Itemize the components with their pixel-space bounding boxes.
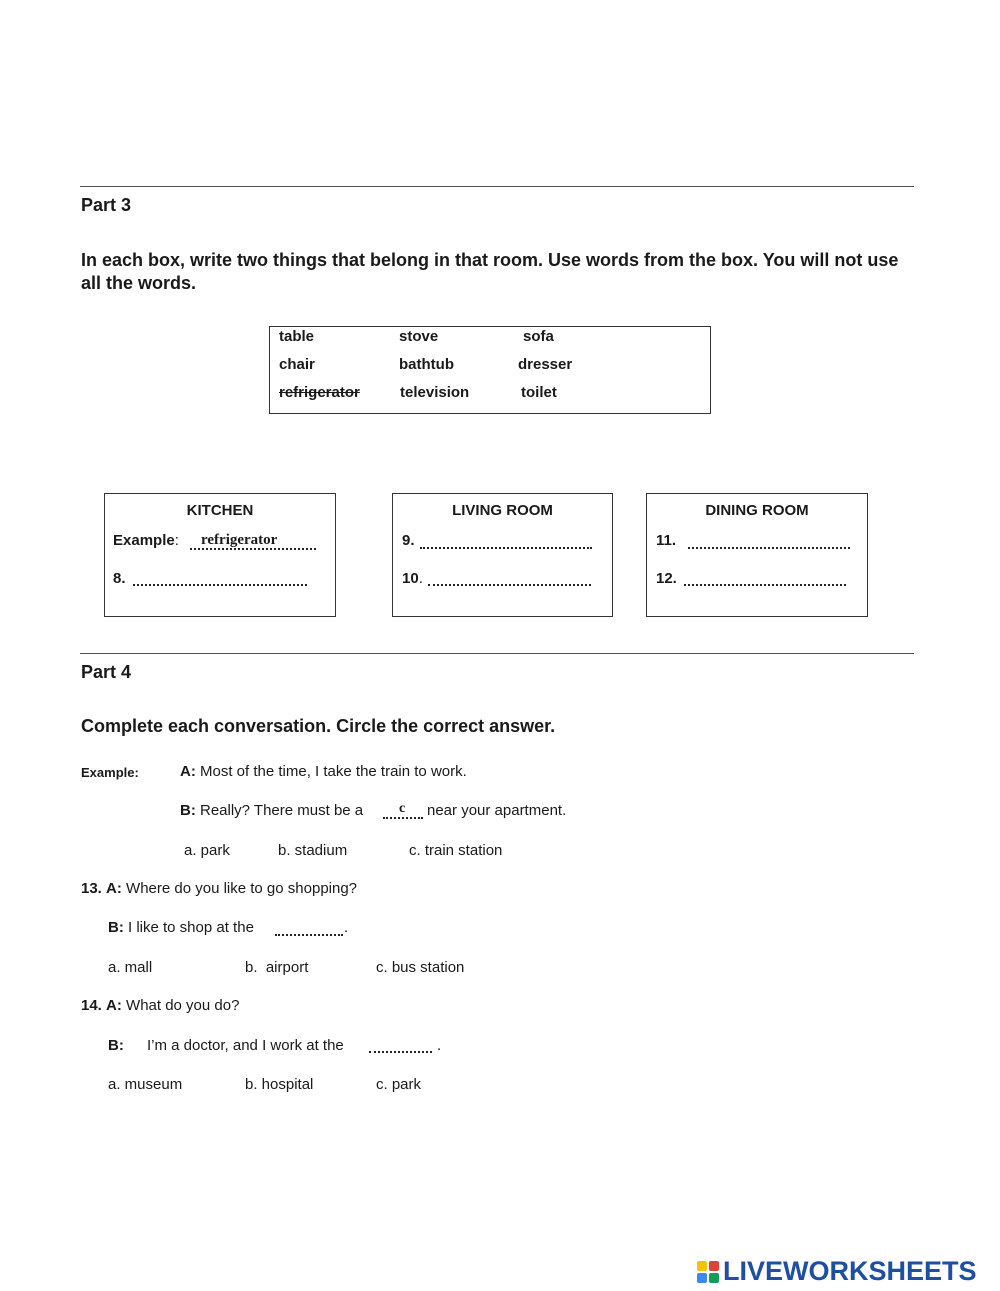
question-14-option-b[interactable]: b. hospital [245,1076,314,1093]
item-10-label [402,570,423,587]
question-14-period: . [437,1037,442,1054]
living-room-box [392,493,613,617]
item-8-answer-line[interactable] [133,584,307,586]
example-blank-answer: c [399,801,406,816]
word-bank-item: stove [399,328,439,345]
word-bank-item: television [400,384,470,401]
question-14-option-a[interactable]: a. museum [108,1076,183,1093]
example-option-a[interactable]: a. park [184,842,230,859]
part4-instructions: Complete each conversation. Circle the correct answer. [81,716,556,736]
word-bank-item: toilet [521,384,557,401]
question-14-line-a [81,997,239,1014]
example-answer-line [190,548,316,550]
example-line-b [180,802,363,819]
logo-cube [697,1273,707,1283]
logo-text: LIVEWORKSHEETS [723,1256,977,1286]
question-14-b-text: I’m a doctor, and I work at the [147,1037,344,1054]
item-10-number: 10 [402,570,419,587]
item-10-dot: . [418,570,423,587]
question-13-option-c[interactable]: c. bus station [376,959,465,976]
living-room-title: LIVING ROOM [452,502,553,519]
section-divider-top [80,186,914,187]
example-conversation-label: Example: [81,765,139,780]
question-14-blank[interactable] [369,1051,432,1053]
example-a-text: Most of the time, I take the train to work. [200,763,467,780]
question-13-a-text: Where do you like to go shopping? [126,880,358,897]
word-bank-item: bathtub [399,356,454,373]
part3-title: Part 3 [81,195,132,215]
example-label-text: Example [113,532,175,549]
question-14-option-c[interactable]: c. park [376,1076,422,1093]
part3-instructions: In each box, write two things that belong in that room. Use words from the box. You will not use all the words. [81,250,899,293]
speaker-b: B: [108,919,124,936]
speaker-b: B: [180,802,196,819]
question-13-line-b [108,919,254,936]
part4-title: Part 4 [81,662,132,682]
question-13-option-a[interactable]: a. mall [108,959,153,976]
section-divider-middle [80,653,914,654]
question-13-period: . [344,919,349,936]
logo-cube [697,1261,707,1271]
word-bank-item: sofa [523,328,554,345]
question-13-line-a [81,880,357,897]
item-9-label: 9. [402,532,415,549]
example-answer: refrigerator [201,532,278,548]
example-option-c[interactable]: c. train station [409,842,503,859]
item-9-answer-line[interactable] [420,547,592,549]
item-12-answer-line[interactable] [684,584,846,586]
item-11-answer-line[interactable] [688,547,850,549]
kitchen-title: KITCHEN [186,502,254,519]
item-11-label: 11. [656,532,677,549]
example-b-text-before: Really? There must be a [200,802,364,819]
speaker-a: A: [106,880,122,897]
word-bank-box [269,326,711,414]
item-8-label: 8. [113,570,126,587]
logo-cubes-icon [697,1261,719,1283]
question-14-a-text: What do you do? [126,997,240,1014]
question-13-blank[interactable] [275,934,343,936]
item-12-label: 12. [656,570,677,587]
logo-cube [709,1273,719,1283]
question-13-option-b[interactable]: b. airport [245,959,309,976]
liveworksheets-logo [697,1256,977,1287]
logo-cube [709,1261,719,1271]
dining-room-title: DINING ROOM [705,502,809,519]
example-blank-line [383,817,423,819]
word-bank-item: dresser [518,356,573,373]
question-13-b-text: I like to shop at the [128,919,254,936]
dining-room-box [646,493,868,617]
question-13-number: 13. [81,880,102,897]
question-14-speaker-b: B: [108,1037,124,1054]
speaker-a: A: [106,997,122,1014]
word-bank-item: chair [279,356,315,373]
question-14-number: 14. [81,997,102,1014]
kitchen-box [104,493,336,617]
item-10-answer-line[interactable] [428,584,591,586]
example-line-a [180,763,467,780]
example-option-b[interactable]: b. stadium [278,842,348,859]
speaker-a: A: [180,763,196,780]
word-bank-item-crossed: refrigerator [279,384,360,401]
example-label [113,532,179,549]
example-colon: : [174,532,179,549]
word-bank-item: table [279,328,315,345]
example-b-text-after: near your apartment. [427,802,567,819]
